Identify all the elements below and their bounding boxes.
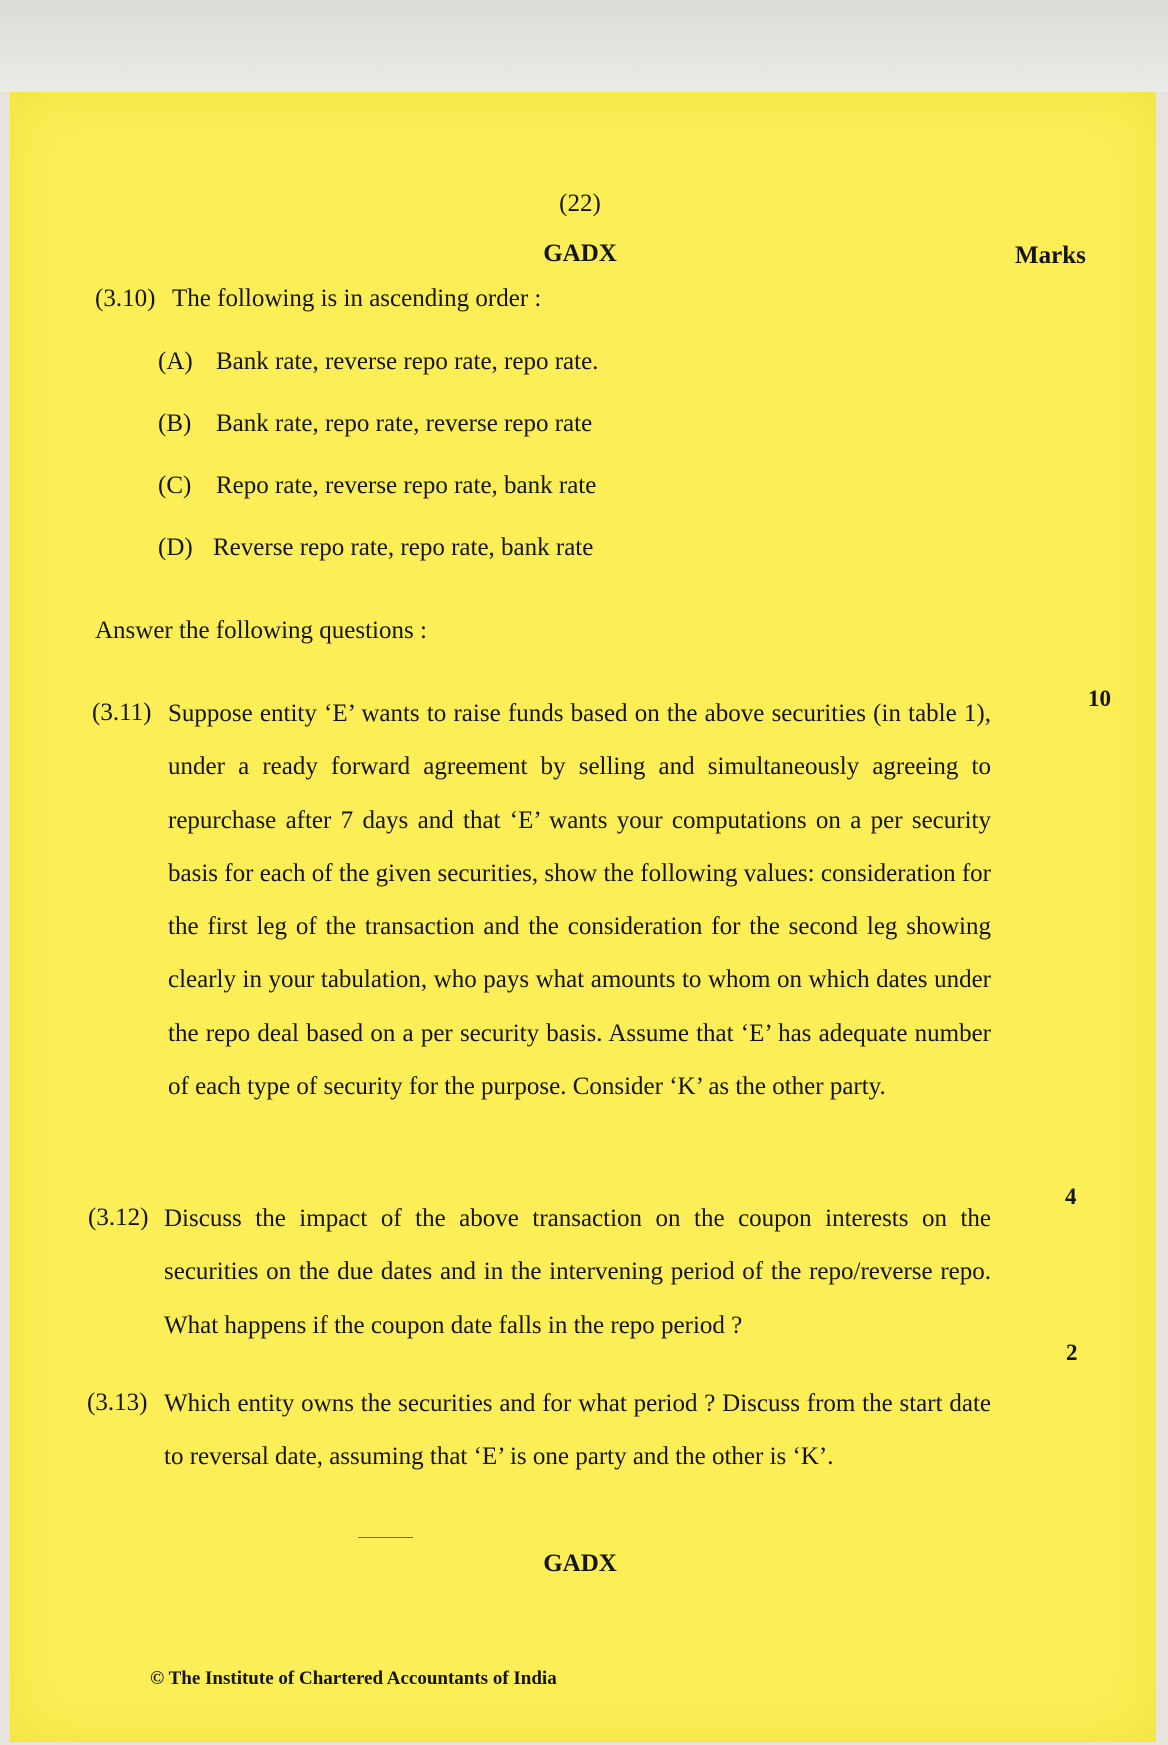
marks-column-header: Marks (1015, 242, 1086, 269)
question-3-12-number: (3.12) (88, 1204, 149, 1231)
option-b-text: Bank rate, repo rate, reverse repo rate (216, 410, 593, 437)
instructions-text: Answer the following questions : (95, 617, 427, 644)
divider-line (358, 1537, 413, 1538)
footer-paper-code: GADX (543, 1550, 617, 1577)
copyright-notice: © The Institute of Chartered Accountants of India (150, 1668, 557, 1689)
option-a-text: Bank rate, reverse repo rate, repo rate. (216, 348, 599, 375)
page-number: (22) (559, 190, 601, 217)
question-3-13-text: Which entity owns the securities and for what period ? Discuss from the start date to reversal date, assuming that ‘E’ is one party and the other is ‘K’. (164, 1390, 991, 1471)
question-3-11-number: (3.11) (92, 699, 152, 726)
question-3-13-marks: 2 (1066, 1340, 1078, 1365)
question-3-10-number: (3.10) (95, 285, 156, 312)
option-b-letter: (B) (158, 410, 192, 437)
option-d-letter: (D) (158, 534, 193, 561)
question-3-10-text: The following is in ascending order : (172, 285, 542, 312)
question-3-11-text: Suppose entity ‘E’ wants to raise funds based on the above securities (in table 1), under a ready forward agreement by selling and simultaneously agreeing to repurchase after 7 days and that ‘E’ wants your computations on a per security basis for each of the given securities, show the following values: consideration for the first leg of the transaction and the consideration for the second leg showing clearly in your tabulation, who pays what amounts to whom on which dates under the repo deal based on a per security basis. Assume that ‘E’ has adequate number of each type of security for the purpose. Consider ‘K’ as the other party. (168, 700, 991, 1101)
option-c-letter: (C) (158, 472, 192, 499)
question-3-12-text: Discuss the impact of the above transaction on the coupon interests on the securities on the due dates and in the intervening period of the repo/reverse repo. What happens if the coupon date falls in the repo period ? (164, 1205, 991, 1339)
question-3-12-marks: 4 (1065, 1184, 1077, 1209)
option-c-text: Repo rate, reverse repo rate, bank rate (216, 472, 597, 499)
question-3-13-number: (3.13) (87, 1389, 148, 1416)
scanner-top-strip (0, 0, 1168, 92)
question-3-11-marks: 10 (1088, 686, 1111, 711)
option-d-text: Reverse repo rate, repo rate, bank rate (213, 534, 594, 561)
option-a-letter: (A) (158, 348, 193, 375)
header-paper-code: GADX (543, 240, 617, 267)
